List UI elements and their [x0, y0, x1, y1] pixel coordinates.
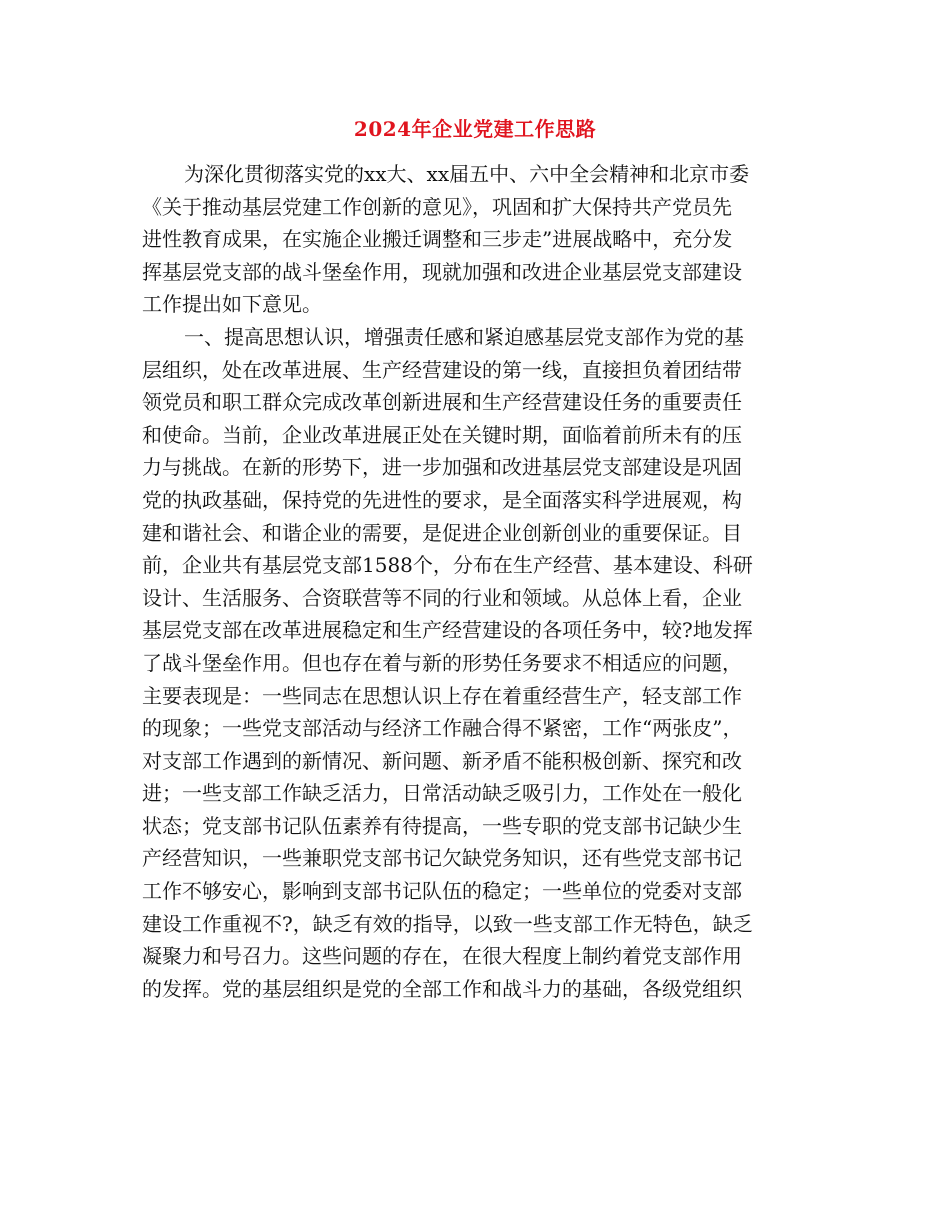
- text-line: 基层党支部在改革进展稳定和生产经营建设的各项任务中，较?地发挥: [142, 618, 753, 643]
- text-line: 党的执政基础，保持党的先进性的要求，是全面落实科学进展观，构: [142, 487, 742, 512]
- document-body: [142, 158, 810, 1005]
- text-line: 的发挥。党的基层组织是党的全部工作和战斗力的基础，各级党组织: [142, 976, 742, 1001]
- text-line: 领党员和职工群众完成改革创新进展和生产经营建设任务的重要责任: [142, 390, 742, 415]
- text-line: 工作提出如下意见。: [142, 292, 322, 317]
- text-line: 产经营知识，一些兼职党支部书记欠缺党务知识，还有些党支部书记: [142, 846, 742, 871]
- text-line: 进性教育成果，在实施企业搬迁调整和三步走”进展战略中，充分发: [142, 227, 733, 252]
- text-line: 设计、生活服务、合资联营等不同的行业和领域。从总体上看，企业: [142, 585, 742, 610]
- paragraph-first-line: 一、提高思想认识，增强责任感和紧迫感基层党支部作为党的基: [184, 324, 744, 349]
- text-line: 层组织，处在改革进展、生产经营建设的第一线，直接担负着团结带: [142, 357, 742, 382]
- text-line: 进；一些支部工作缺乏活力，日常活动缺乏吸引力，工作处在一般化: [142, 781, 742, 806]
- text-line: 力与挑战。在新的形势下，进一步加强和改进基层党支部建设是巩固: [142, 455, 742, 480]
- text-line: 挥基层党支部的战斗堡垒作用，现就加强和改进企业基层党支部建设: [142, 259, 742, 284]
- text-line: 《关于推动基层党建工作创新的意见》，巩固和扩大保持共产党员先: [142, 194, 732, 219]
- text-line: 了战斗堡垒作用。但也存在着与新的形势任务要求不相适应的问题，: [142, 650, 742, 675]
- text-line: 对支部工作遇到的新情况、新问题、新矛盾不能积极创新、探究和改: [142, 748, 742, 773]
- text-line: 前，企业共有基层党支部1588个，分布在生产经营、基本建设、科研: [142, 553, 753, 578]
- text-line: 的现象；一些党支部活动与经济工作融合得不紧密，工作“两张皮”，: [142, 716, 743, 741]
- text-line: 状态；党支部书记队伍素养有待提高，一些专职的党支部书记缺少生: [142, 813, 742, 838]
- paragraph-first-line: 为深化贯彻落实党的xx大、xx届五中、六中全会精神和北京市委: [184, 162, 750, 186]
- text-line: 建设工作重视不?，缺乏有效的指导，以致一些支部工作无特色，缺乏: [142, 911, 753, 936]
- text-line: 凝聚力和号召力。这些问题的存在，在很大程度上制约着党支部作用: [142, 944, 742, 969]
- text-line: 和使命。当前，企业改革进展正处在关键时期，面临着前所未有的压: [142, 422, 742, 447]
- text-line: 主要表现是：一些同志在思想认识上存在着重经营生产，轻支部工作: [142, 683, 742, 708]
- document-title: 2024年企业党建工作思路: [353, 117, 597, 141]
- text-line: 工作不够安心，影响到支部书记队伍的稳定；一些单位的党委对支部: [142, 879, 742, 904]
- text-line: 建和谐社会、和谐企业的需要，是促进企业创新创业的重要保证。目: [142, 520, 742, 545]
